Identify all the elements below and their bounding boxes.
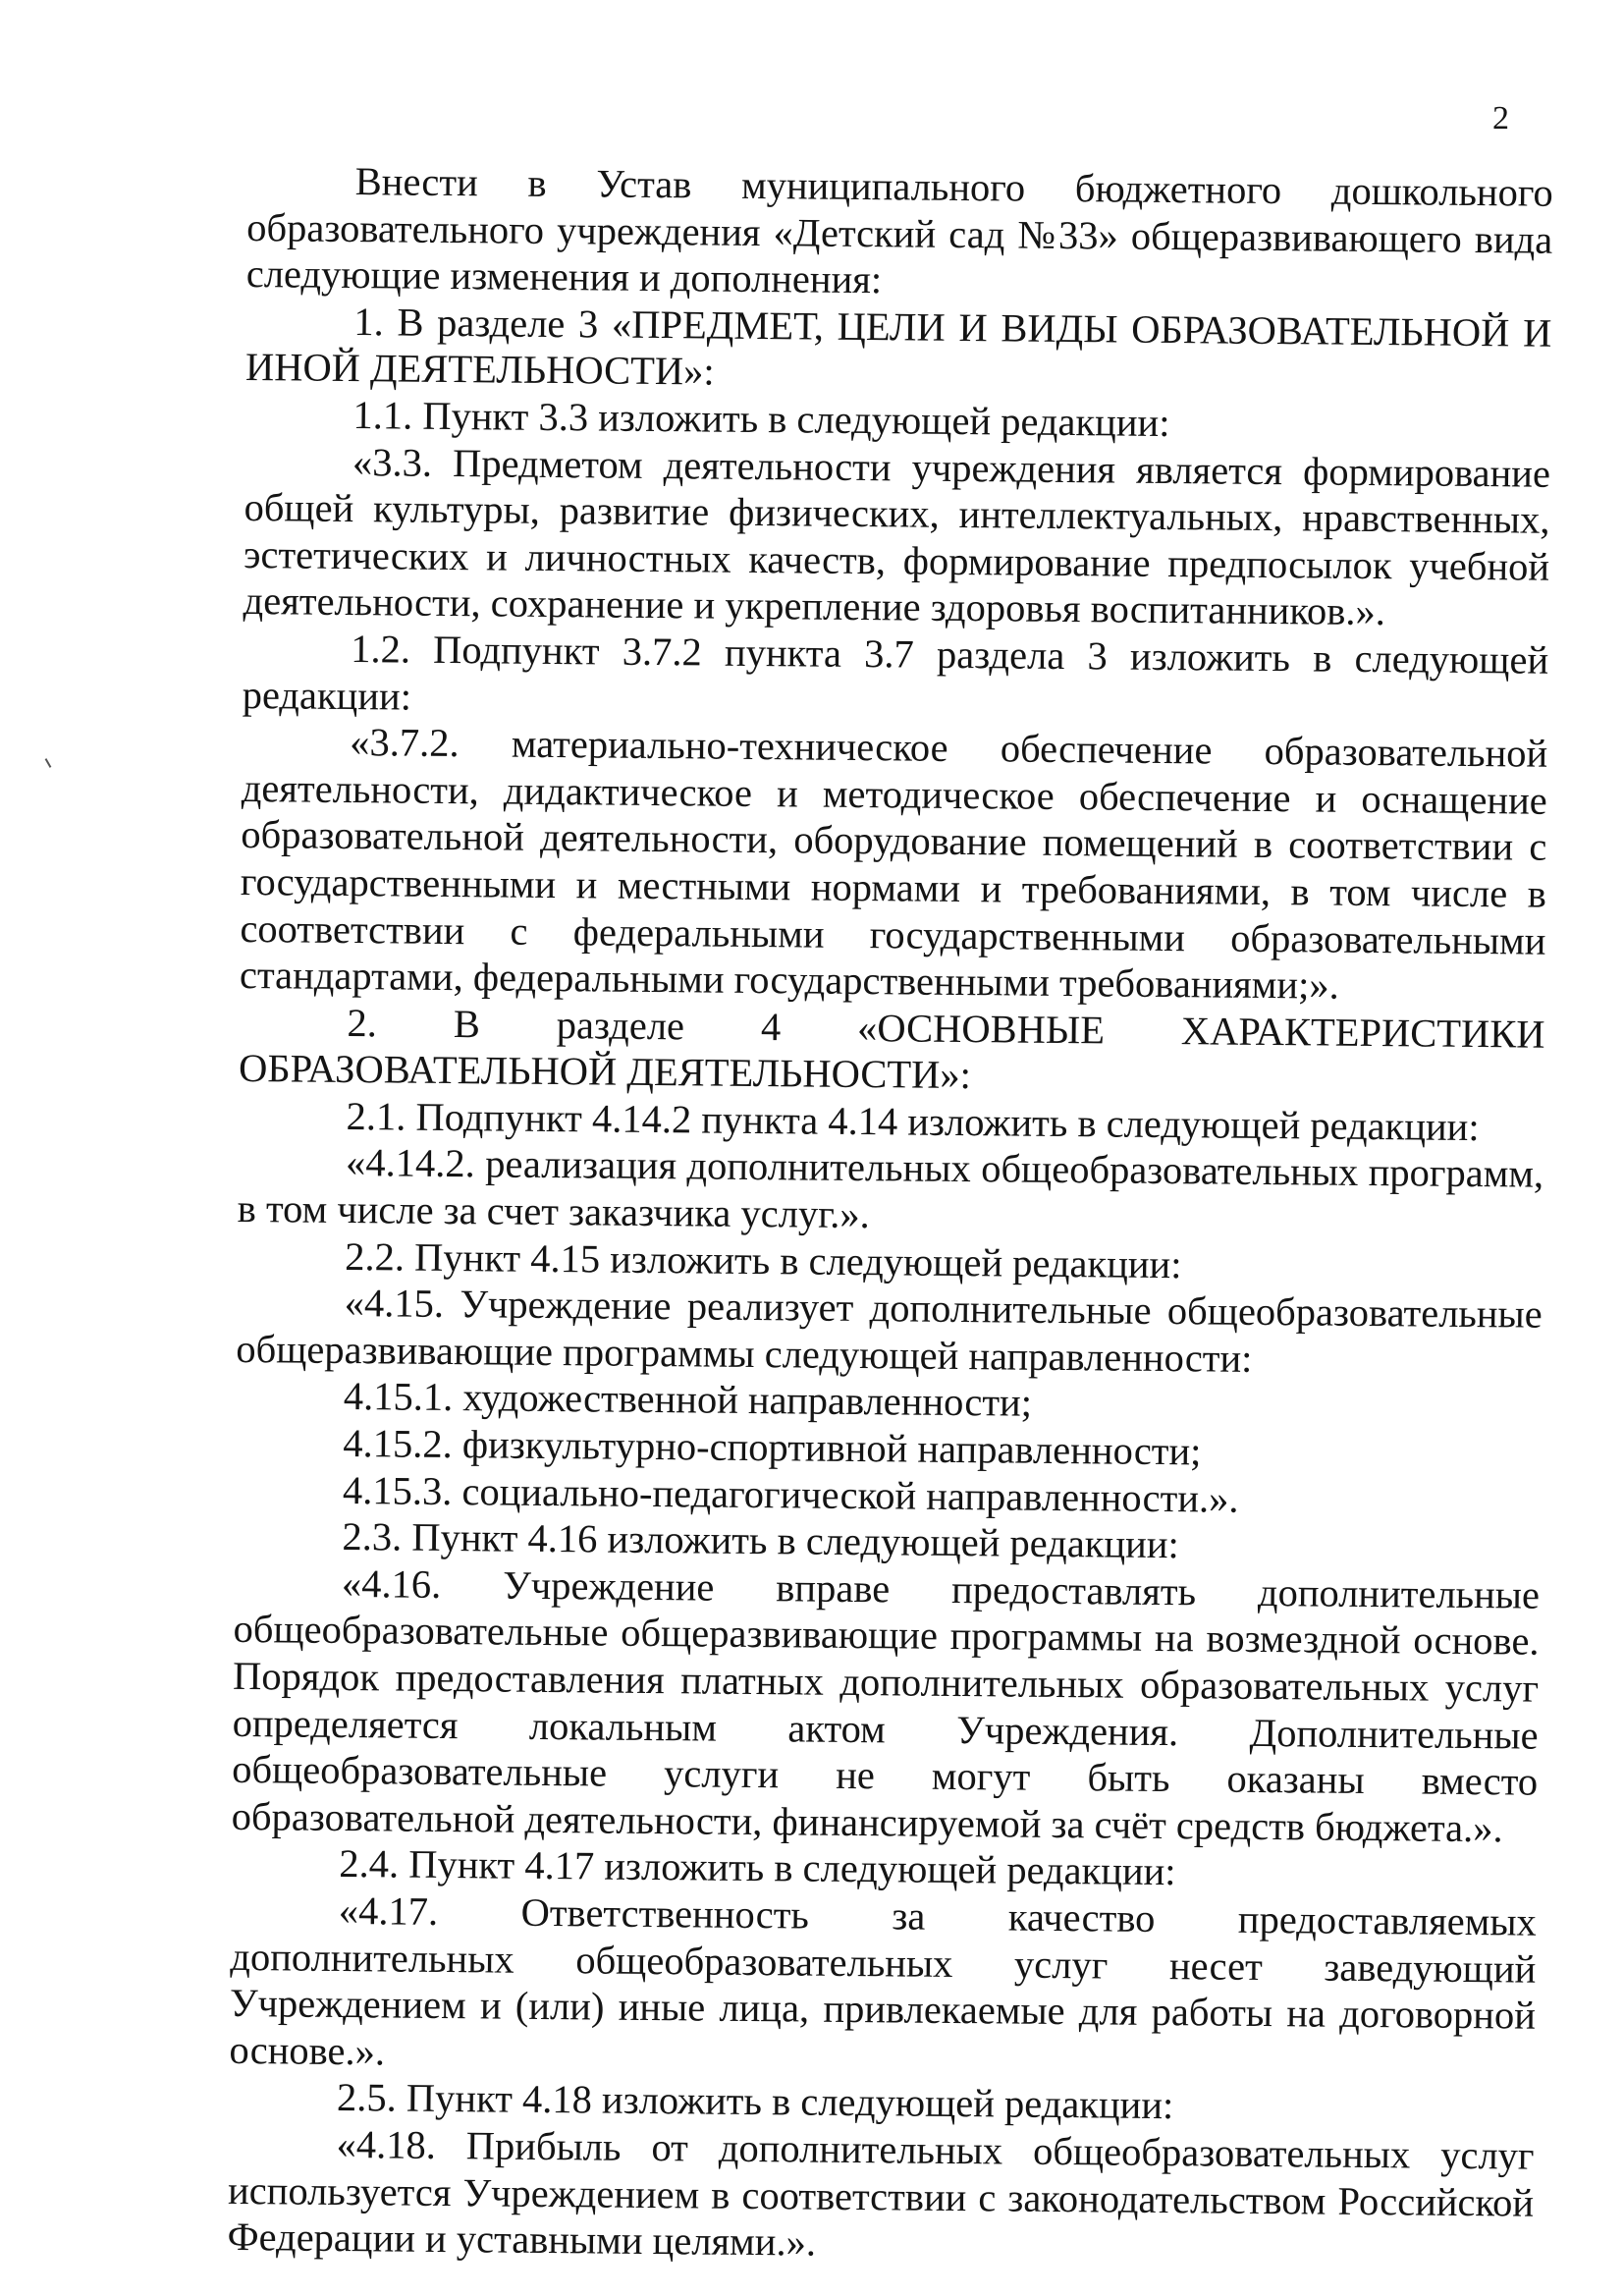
clause-4-15-2: 4.15.2. физкультурно-спортивной направленности; [343, 1421, 1202, 1474]
document-body [227, 157, 1552, 2272]
item-2-4: 2.4. Пункт 4.17 изложить в следующей редакции: [339, 1841, 1176, 1894]
item-2-2: 2.2. Пункт 4.15 изложить в следующей редакции: [345, 1233, 1182, 1286]
page-number: 2 [1492, 100, 1509, 137]
clause-4-16: «4.16. Учреждение вправе предоставлять дополнительные общеобразовательные общеразвивающие программы на возмездной основе. Порядок предоставления платных дополнительных образовательных услуг определяется локальным актом Учреждения. Дополнительные общеобразовательные услуги не могут быть оказаны вместо образовательной деятельности, финансируемой за счёт средств бюджета.». [231, 1560, 1541, 1851]
clause-4-18: «4.18. Прибыль от дополнительных общеобразовательных услуг используется Учреждением в соответствии с законодательством Российской Федерации и уставными целями.». [227, 2121, 1535, 2265]
clause-3-7-2: «3.7.2. материально-техническое обеспечение образовательной деятельности, дидактическое и методическое обеспечение и оснащение образовательной деятельности, оборудование помещений в соответствии с государственными и местными нормами и требованиями, в том числе в соответствии с федеральными государственными образовательными стандартами, федеральными государственными требованиями;». [239, 720, 1548, 1008]
item-2-5: 2.5. Пункт 4.18 изложить в следующей редакции: [336, 2075, 1174, 2128]
intro-paragraph: Внести в Устав муниципального бюджетного дошкольного образовательного учреждения «Детский сад №33» общеразвивающего вида следующие изменения и дополнения: [245, 159, 1553, 302]
clause-3-3: «3.3. Предметом деятельности учреждения является формирование общей культуры, развитие физических, интеллектуальных, нравственных, эстетических и личностных качеств, формирование предпосылок учебной деятельности, сохранение и укрепление здоровья воспитанников.». [243, 439, 1551, 634]
item-1-1: 1.1. Пункт 3.3 изложить в следующей редакции: [352, 393, 1170, 445]
clause-4-17: «4.17. Ответственность за качество предоставляемых дополнительных общеобразовательных услуг несет заведующий Учреждением и (или) иные лица, привлекаемые для работы на договорной основе.». [229, 1887, 1538, 2074]
item-2-1: 2.1. Подпункт 4.14.2 пункта 4.14 изложить в следующей редакции: [346, 1093, 1480, 1149]
item-1-2: 1.2. Подпункт 3.7.2 пункта 3.7 раздела 3 изложить в следующей редакции: [242, 626, 1549, 719]
clause-4-15: «4.15. Учреждение реализует дополнительные общеобразовательные общеразвивающие программы следующей направленности: [236, 1281, 1543, 1381]
item-2-3: 2.3. Пункт 4.16 изложить в следующей редакции: [342, 1514, 1179, 1567]
section-4-heading: 2. В разделе 4 «ОСНОВНЫЕ ХАРАКТЕРИСТИКИ ОБРАЗОВАТЕЛЬНОЙ ДЕЯТЕЛЬНОСТИ»: [238, 1000, 1545, 1098]
clause-4-15-3: 4.15.3. социально-педагогической направленности.». [342, 1467, 1239, 1521]
clause-4-14-2: «4.14.2. реализация дополнительных общеобразовательных программ, в том числе за счет заказчика услуг.». [237, 1140, 1544, 1237]
clause-4-15-1: 4.15.1. художественной направленности; [343, 1374, 1033, 1426]
section-3-heading: 1. В разделе 3 «ПРЕДМЕТ, ЦЕЛИ И ВИДЫ ОБРАЗОВАТЕЛЬНОЙ И ИНОЙ ДЕЯТЕЛЬНОСТИ»: [244, 299, 1552, 394]
scan-mark [45, 758, 52, 768]
